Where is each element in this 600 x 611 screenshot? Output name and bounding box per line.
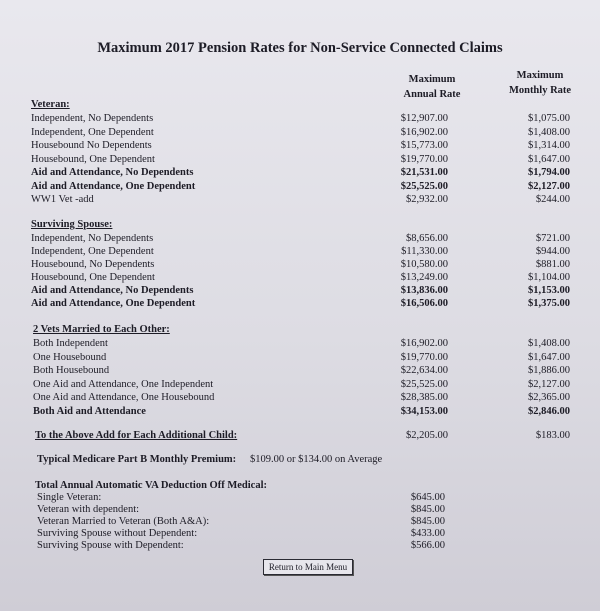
monthly-header-line1: Maximum: [516, 70, 564, 81]
annual-rate-cell: $34,153.00: [400, 405, 448, 417]
table-row: [0, 351, 600, 364]
row-label: One Aid and Attendance, One Independent: [33, 378, 214, 390]
monthly-rate-cell: $1,886.00: [528, 365, 570, 376]
monthly-rate-cell: $2,846.00: [528, 405, 570, 417]
table-row: [0, 378, 600, 391]
annual-header-line2: Annual Rate: [403, 89, 461, 100]
table-row: [0, 271, 600, 284]
monthly-header-line2: Monthly Rate: [508, 85, 572, 96]
deduction-label: Veteran with dependent:: [37, 504, 140, 515]
table-row: [0, 180, 600, 193]
table-row: [0, 232, 600, 245]
medicare-value: $109.00 or $134.00 on Average: [250, 454, 383, 465]
monthly-rate-cell: $1,104.00: [528, 272, 570, 283]
row-label: Aid and Attendance, One Dependent: [31, 298, 196, 309]
annual-rate-cell: $22,634.00: [400, 365, 448, 376]
deduction-value: $645.00: [410, 492, 445, 503]
row-label: Aid and Attendance, No Dependents: [31, 285, 194, 296]
annual-rate-cell: $13,249.00: [400, 272, 448, 283]
monthly-rate-cell: $1,314.00: [528, 140, 570, 151]
table-row: [0, 153, 600, 166]
annual-header-line1: Maximum: [408, 74, 456, 85]
deduction-value: $845.00: [410, 516, 445, 527]
annual-rate-cell: $12,907.00: [400, 113, 448, 124]
additional-child-monthly: $183.00: [535, 430, 570, 441]
annual-rate-cell: $2,932.00: [406, 194, 448, 205]
annual-rate-cell: $8,656.00: [406, 233, 448, 244]
row-label: Housebound, One Dependent: [31, 272, 155, 283]
annual-rate-cell: $13,836.00: [400, 285, 448, 296]
annual-rate-cell: $28,385.00: [400, 392, 448, 403]
monthly-rate-header: [490, 68, 590, 98]
row-label: Housebound No Dependents: [31, 140, 152, 151]
monthly-rate-cell: $944.00: [535, 246, 570, 257]
page-title: Maximum 2017 Pension Rates for Non-Service Connected Claims: [97, 40, 503, 56]
row-label: Independent, No Dependents: [31, 113, 154, 124]
table-row: [0, 405, 600, 418]
annual-rate-cell: $19,770.00: [400, 153, 448, 165]
monthly-rate-cell: $1,647.00: [528, 351, 570, 363]
deduction-value: $433.00: [410, 528, 445, 539]
table-row: [0, 112, 600, 125]
row-label: Both Aid and Attendance: [33, 405, 146, 417]
annual-rate-cell: $11,330.00: [401, 246, 448, 257]
medicare-label: Typical Medicare Part B Monthly Premium:: [37, 454, 237, 465]
table-row: [0, 245, 600, 258]
annual-rate-cell: $15,773.00: [400, 140, 448, 151]
monthly-rate-cell: $2,365.00: [528, 392, 570, 403]
monthly-rate-cell: $1,075.00: [528, 113, 570, 124]
annual-rate-cell: $16,902.00: [400, 126, 448, 138]
monthly-rate-cell: $244.00: [535, 194, 570, 205]
medicare-row: [0, 453, 600, 466]
deduction-value: $845.00: [410, 504, 445, 515]
annual-rate-header: [384, 72, 480, 102]
monthly-rate-cell: $1,408.00: [528, 126, 570, 138]
row-label: One Aid and Attendance, One Housebound: [33, 392, 215, 403]
monthly-rate-cell: $1,375.00: [528, 298, 570, 309]
row-label: Both Housebound: [33, 365, 110, 376]
annual-rate-cell: $25,525.00: [400, 378, 448, 390]
row-label: Housebound, No Dependents: [31, 259, 155, 270]
monthly-rate-cell: $1,408.00: [528, 338, 570, 349]
annual-rate-cell: $16,506.00: [400, 298, 448, 309]
veteran-heading: Veteran:: [31, 99, 70, 110]
married-heading: 2 Vets Married to Each Other:: [33, 324, 170, 335]
monthly-rate-cell: $2,127.00: [528, 180, 570, 192]
table-row: [0, 139, 600, 152]
deduction-label: Surviving Spouse without Dependent:: [37, 528, 198, 539]
deduction-label: Single Veteran:: [37, 492, 102, 503]
monthly-rate-cell: $2,127.00: [528, 378, 570, 390]
return-to-main-menu-button[interactable]: Return to Main Menu: [263, 559, 353, 575]
table-row: [0, 126, 600, 139]
table-row: [0, 166, 600, 179]
spouse-heading: Surviving Spouse:: [31, 219, 113, 230]
monthly-rate-cell: $1,647.00: [528, 153, 570, 165]
annual-rate-cell: $10,580.00: [400, 259, 448, 270]
monthly-rate-cell: $1,794.00: [528, 167, 570, 178]
monthly-rate-cell: $1,153.00: [528, 285, 570, 296]
row-label: One Housebound: [33, 351, 107, 363]
annual-rate-cell: $21,531.00: [400, 167, 448, 178]
row-label: Both Independent: [33, 338, 108, 349]
deduction-label: Surviving Spouse with Dependent:: [37, 540, 184, 551]
annual-rate-cell: $25,525.00: [400, 180, 448, 192]
row-label: Independent, One Dependent: [31, 246, 154, 257]
deduction-label: Veteran Married to Veteran (Both A&A):: [37, 516, 210, 527]
table-row: [0, 284, 600, 297]
table-row: [0, 391, 600, 404]
annual-rate-cell: $16,902.00: [400, 338, 448, 349]
additional-child-annual: $2,205.00: [406, 430, 448, 441]
annual-rate-cell: $19,770.00: [400, 351, 448, 363]
additional-child-row: [0, 429, 600, 442]
row-label: Aid and Attendance, No Dependents: [31, 167, 194, 178]
table-row: [0, 193, 600, 206]
additional-child-label: To the Above Add for Each Additional Child:: [35, 430, 238, 441]
table-row: [0, 297, 600, 310]
deduction-value: $566.00: [410, 540, 445, 551]
monthly-rate-cell: $721.00: [535, 233, 570, 244]
table-row: [0, 364, 600, 377]
monthly-rate-cell: $881.00: [535, 259, 570, 270]
deduction-heading: Total Annual Automatic VA Deduction Off Medical:: [35, 480, 267, 491]
deduction-row: [0, 539, 600, 552]
row-label: Aid and Attendance, One Dependent: [31, 180, 196, 192]
row-label: Independent, No Dependents: [31, 233, 154, 244]
table-row: [0, 258, 600, 271]
row-label: Housebound, One Dependent: [31, 153, 155, 165]
row-label: WW1 Vet -add: [31, 194, 94, 205]
table-row: [0, 337, 600, 350]
row-label: Independent, One Dependent: [31, 126, 154, 138]
